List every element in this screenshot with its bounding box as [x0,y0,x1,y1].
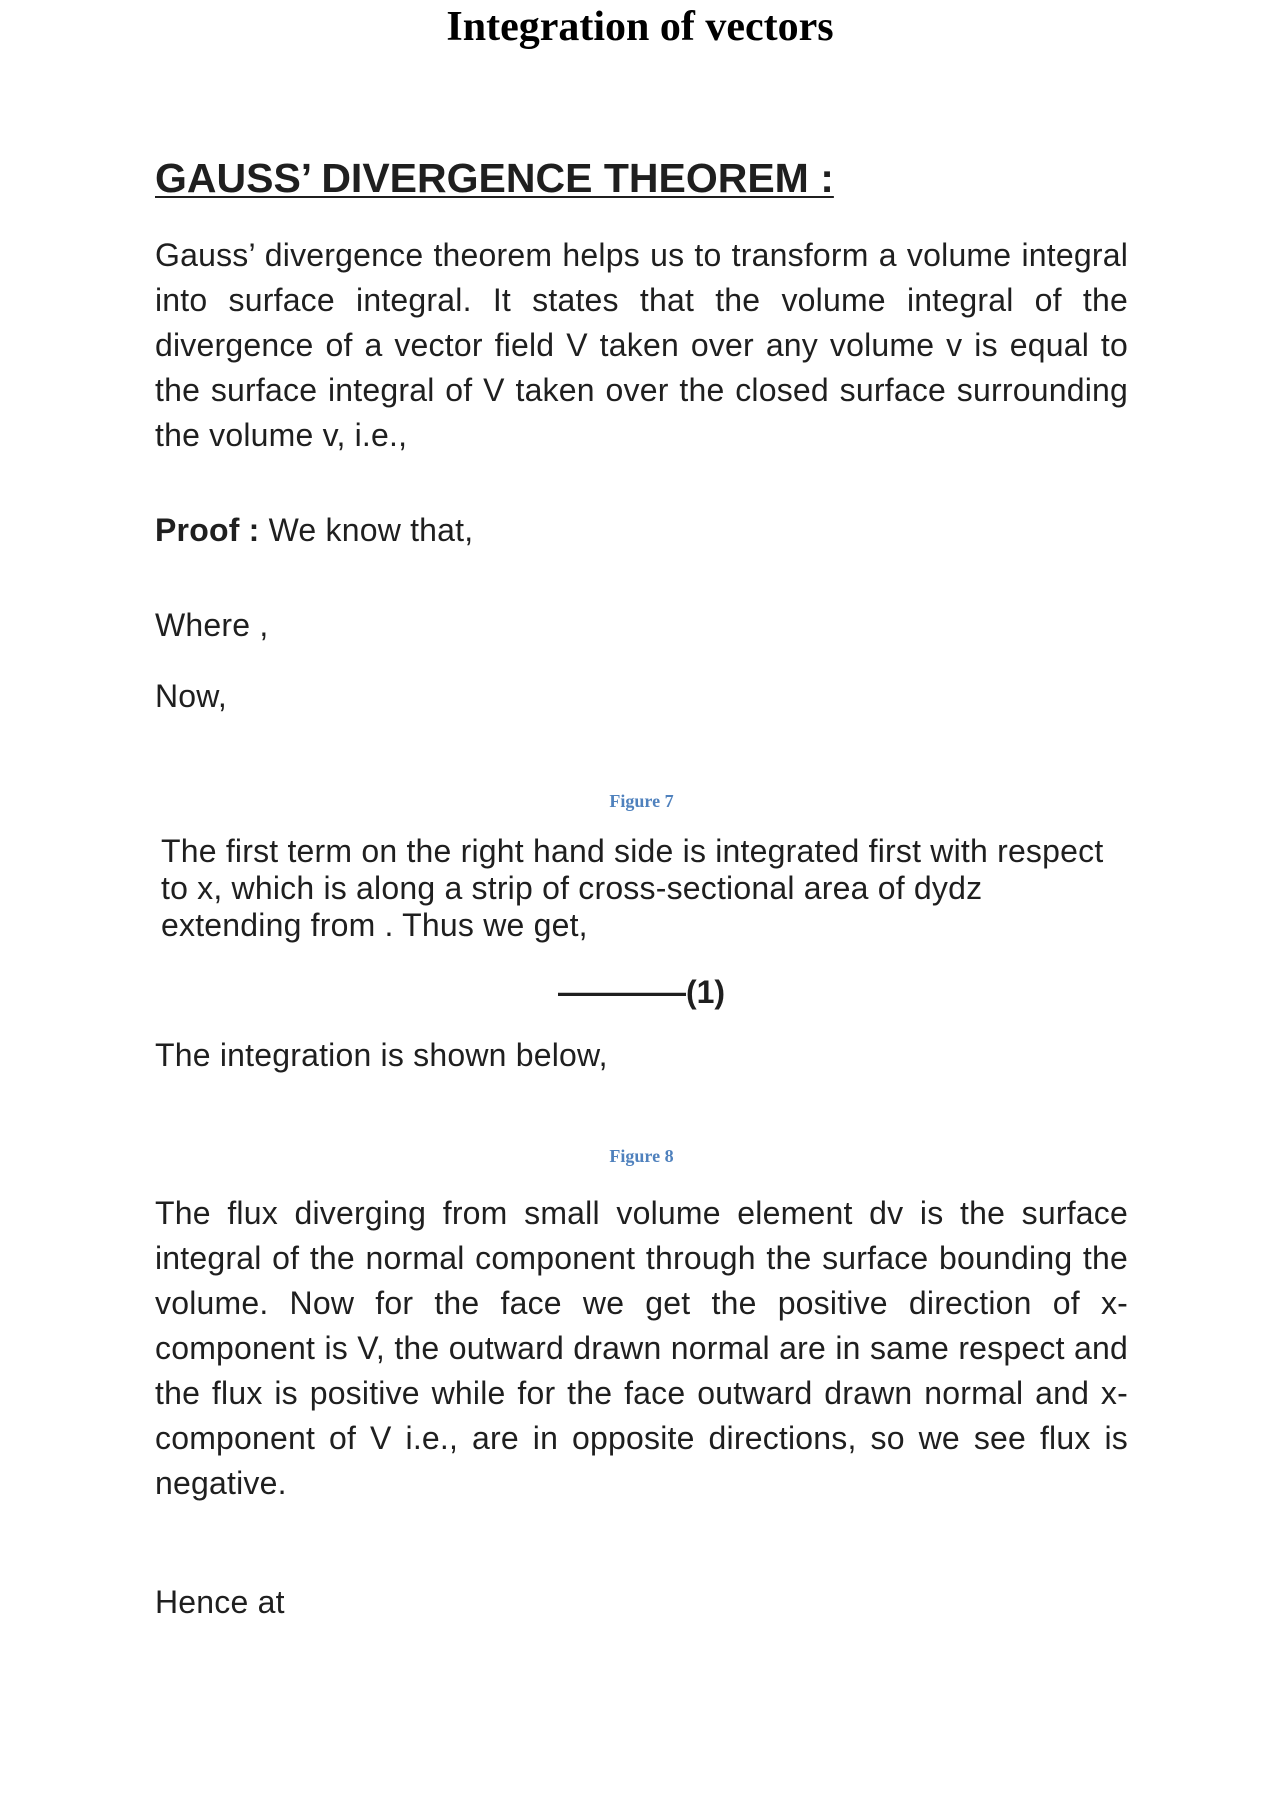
page-title: Integration of vectors [446,4,834,50]
proof-text: We know that, [259,512,474,548]
first-term-paragraph: The first term on the right hand side is integrated first with respect to x, which is along a strip of cross-sectional area of dydz extending from . Thus we get, [161,833,1104,943]
integration-shown-paragraph: The integration is shown below, [155,1037,608,1073]
section-heading: GAUSS’ DIVERGENCE THEOREM : [155,155,834,201]
where-paragraph: Where , [155,607,269,643]
hence-paragraph: Hence at [155,1584,285,1620]
flux-paragraph: The flux diverging from small volume element dv is the surface integral of the normal component through the surface bounding the volume. Now for the face we get the positive direction of x-component is V, the outward drawn normal are in same respect and the flux is positive while for the face outward drawn normal and x-component of V i.e., are in opposite directions, so we see flux is negative. [155,1195,1128,1501]
figure-7-caption: Figure 7 [609,791,674,811]
figure-8-caption: Figure 8 [609,1146,674,1166]
equation-1-label: ————(1) [557,974,726,1010]
proof-label: Proof : [155,512,260,548]
now-paragraph: Now, [155,678,227,714]
intro-paragraph: Gauss’ divergence theorem helps us to transform a volume integral into surface integral. It states that the volume integral of the divergence of a vector field V taken over any volume v is equal to the surface integral of V taken over the closed surface surrounding the volume v, i.e., [155,237,1128,453]
proof-paragraph [155,508,1128,553]
